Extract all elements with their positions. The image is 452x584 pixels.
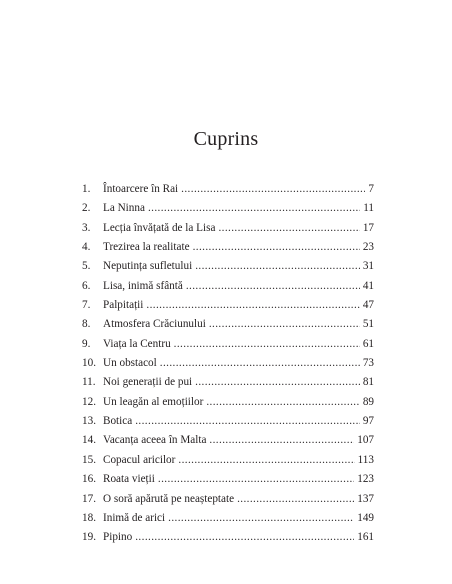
entry-page-number: 61 bbox=[362, 337, 374, 350]
entry-number: 16. bbox=[82, 473, 96, 486]
entry-page-number: 23 bbox=[362, 241, 374, 254]
table-of-contents bbox=[82, 180, 374, 548]
entry-page-number: 89 bbox=[362, 395, 374, 408]
entry-title: Trezirea la realitate bbox=[103, 241, 190, 254]
entry-title: Un obstacol bbox=[103, 357, 157, 370]
dot-leader bbox=[148, 199, 360, 218]
toc-entry bbox=[82, 470, 374, 489]
toc-entry bbox=[82, 373, 374, 392]
entry-number: 17. bbox=[82, 492, 96, 505]
entry-page-number: 31 bbox=[362, 260, 374, 273]
entry-number: 3. bbox=[82, 221, 91, 234]
entry-title: O soră apărută pe neașteptate bbox=[103, 492, 235, 505]
entry-title: Inimă de arici bbox=[103, 511, 166, 524]
toc-entry bbox=[82, 490, 374, 509]
dot-leader bbox=[218, 219, 359, 238]
entry-number: 11. bbox=[82, 376, 96, 389]
toc-entry bbox=[82, 238, 374, 257]
entry-title: Neputința sufletului bbox=[103, 260, 193, 273]
entry-number: 4. bbox=[82, 241, 91, 254]
dot-leader bbox=[168, 509, 354, 528]
entry-number: 7. bbox=[82, 299, 91, 312]
entry-page-number: 7 bbox=[368, 183, 374, 195]
entry-page-number: 149 bbox=[357, 511, 374, 524]
entry-title: Lisa, inimă sfântă bbox=[103, 279, 183, 292]
entry-title: Botica bbox=[103, 415, 133, 428]
entry-number: 5. bbox=[82, 260, 91, 273]
toc-entry bbox=[82, 199, 374, 218]
entry-number: 9. bbox=[82, 337, 91, 350]
dot-leader bbox=[209, 431, 354, 450]
toc-entry bbox=[82, 296, 374, 315]
entry-page-number: 51 bbox=[362, 318, 374, 331]
dot-leader bbox=[186, 277, 360, 296]
dot-leader bbox=[174, 335, 360, 354]
entry-number: 15. bbox=[82, 453, 96, 466]
entry-number: 13. bbox=[82, 415, 96, 428]
entry-number: 14. bbox=[82, 434, 96, 447]
dot-leader bbox=[160, 354, 360, 373]
entry-title: Roata vieții bbox=[103, 473, 155, 486]
entry-title: Copacul aricilor bbox=[103, 453, 176, 466]
toc-entry bbox=[82, 180, 374, 199]
dot-leader bbox=[206, 393, 359, 412]
entry-page-number: 107 bbox=[357, 434, 374, 447]
toc-entry bbox=[82, 431, 374, 450]
dot-leader bbox=[135, 528, 354, 547]
toc-entry bbox=[82, 335, 374, 354]
entry-number: 18. bbox=[82, 511, 96, 524]
dot-leader bbox=[195, 257, 360, 276]
entry-number: 8. bbox=[82, 318, 91, 331]
toc-entry bbox=[82, 393, 374, 412]
entry-title: Vacanța aceea în Malta bbox=[103, 434, 207, 447]
entry-title: Întoarcere în Rai bbox=[103, 183, 179, 195]
page-title: Cuprins bbox=[193, 128, 259, 150]
dot-leader bbox=[146, 296, 359, 315]
entry-number: 12. bbox=[82, 395, 96, 408]
entry-number: 19. bbox=[82, 531, 96, 544]
toc-entry bbox=[82, 412, 374, 431]
entry-page-number: 11 bbox=[363, 202, 374, 215]
entry-number: 1. bbox=[82, 183, 91, 195]
toc-entry bbox=[82, 509, 374, 528]
entry-page-number: 41 bbox=[362, 279, 374, 292]
entry-number: 10. bbox=[82, 357, 96, 370]
entry-page-number: 161 bbox=[357, 531, 374, 544]
dot-leader bbox=[158, 470, 354, 489]
entry-title: Un leagăn al emoțiilor bbox=[103, 395, 204, 408]
toc-entry bbox=[82, 257, 374, 276]
entry-title: Pipino bbox=[103, 531, 133, 544]
toc-entry bbox=[82, 277, 374, 296]
dot-leader bbox=[178, 451, 354, 470]
entry-page-number: 113 bbox=[357, 453, 374, 466]
toc-entry bbox=[82, 219, 374, 238]
toc-entry bbox=[82, 451, 374, 470]
entry-page-number: 17 bbox=[362, 221, 374, 234]
entry-page-number: 97 bbox=[362, 415, 374, 428]
entry-title: Palpitații bbox=[103, 299, 144, 312]
entry-title: Lecția învățată de la Lisa bbox=[103, 221, 216, 234]
entry-number: 2. bbox=[82, 202, 91, 215]
entry-title: Atmosfera Crăciunului bbox=[103, 318, 206, 331]
entry-page-number: 123 bbox=[357, 473, 374, 486]
dot-leader bbox=[181, 180, 365, 199]
dot-leader bbox=[195, 373, 360, 392]
entry-title: Viața la Centru bbox=[103, 337, 171, 350]
entry-page-number: 81 bbox=[362, 376, 374, 389]
toc-entry bbox=[82, 528, 374, 547]
toc-entry bbox=[82, 315, 374, 334]
entry-page-number: 73 bbox=[362, 357, 374, 370]
toc-entry bbox=[82, 354, 374, 373]
entry-title: La Ninna bbox=[103, 202, 145, 215]
entry-page-number: 137 bbox=[357, 492, 374, 505]
entry-number: 6. bbox=[82, 279, 91, 292]
dot-leader bbox=[209, 315, 360, 334]
dot-leader bbox=[237, 490, 354, 509]
entry-page-number: 47 bbox=[362, 299, 374, 312]
dot-leader bbox=[193, 238, 360, 257]
entry-title: Noi generații de pui bbox=[103, 376, 193, 389]
dot-leader bbox=[135, 412, 360, 431]
